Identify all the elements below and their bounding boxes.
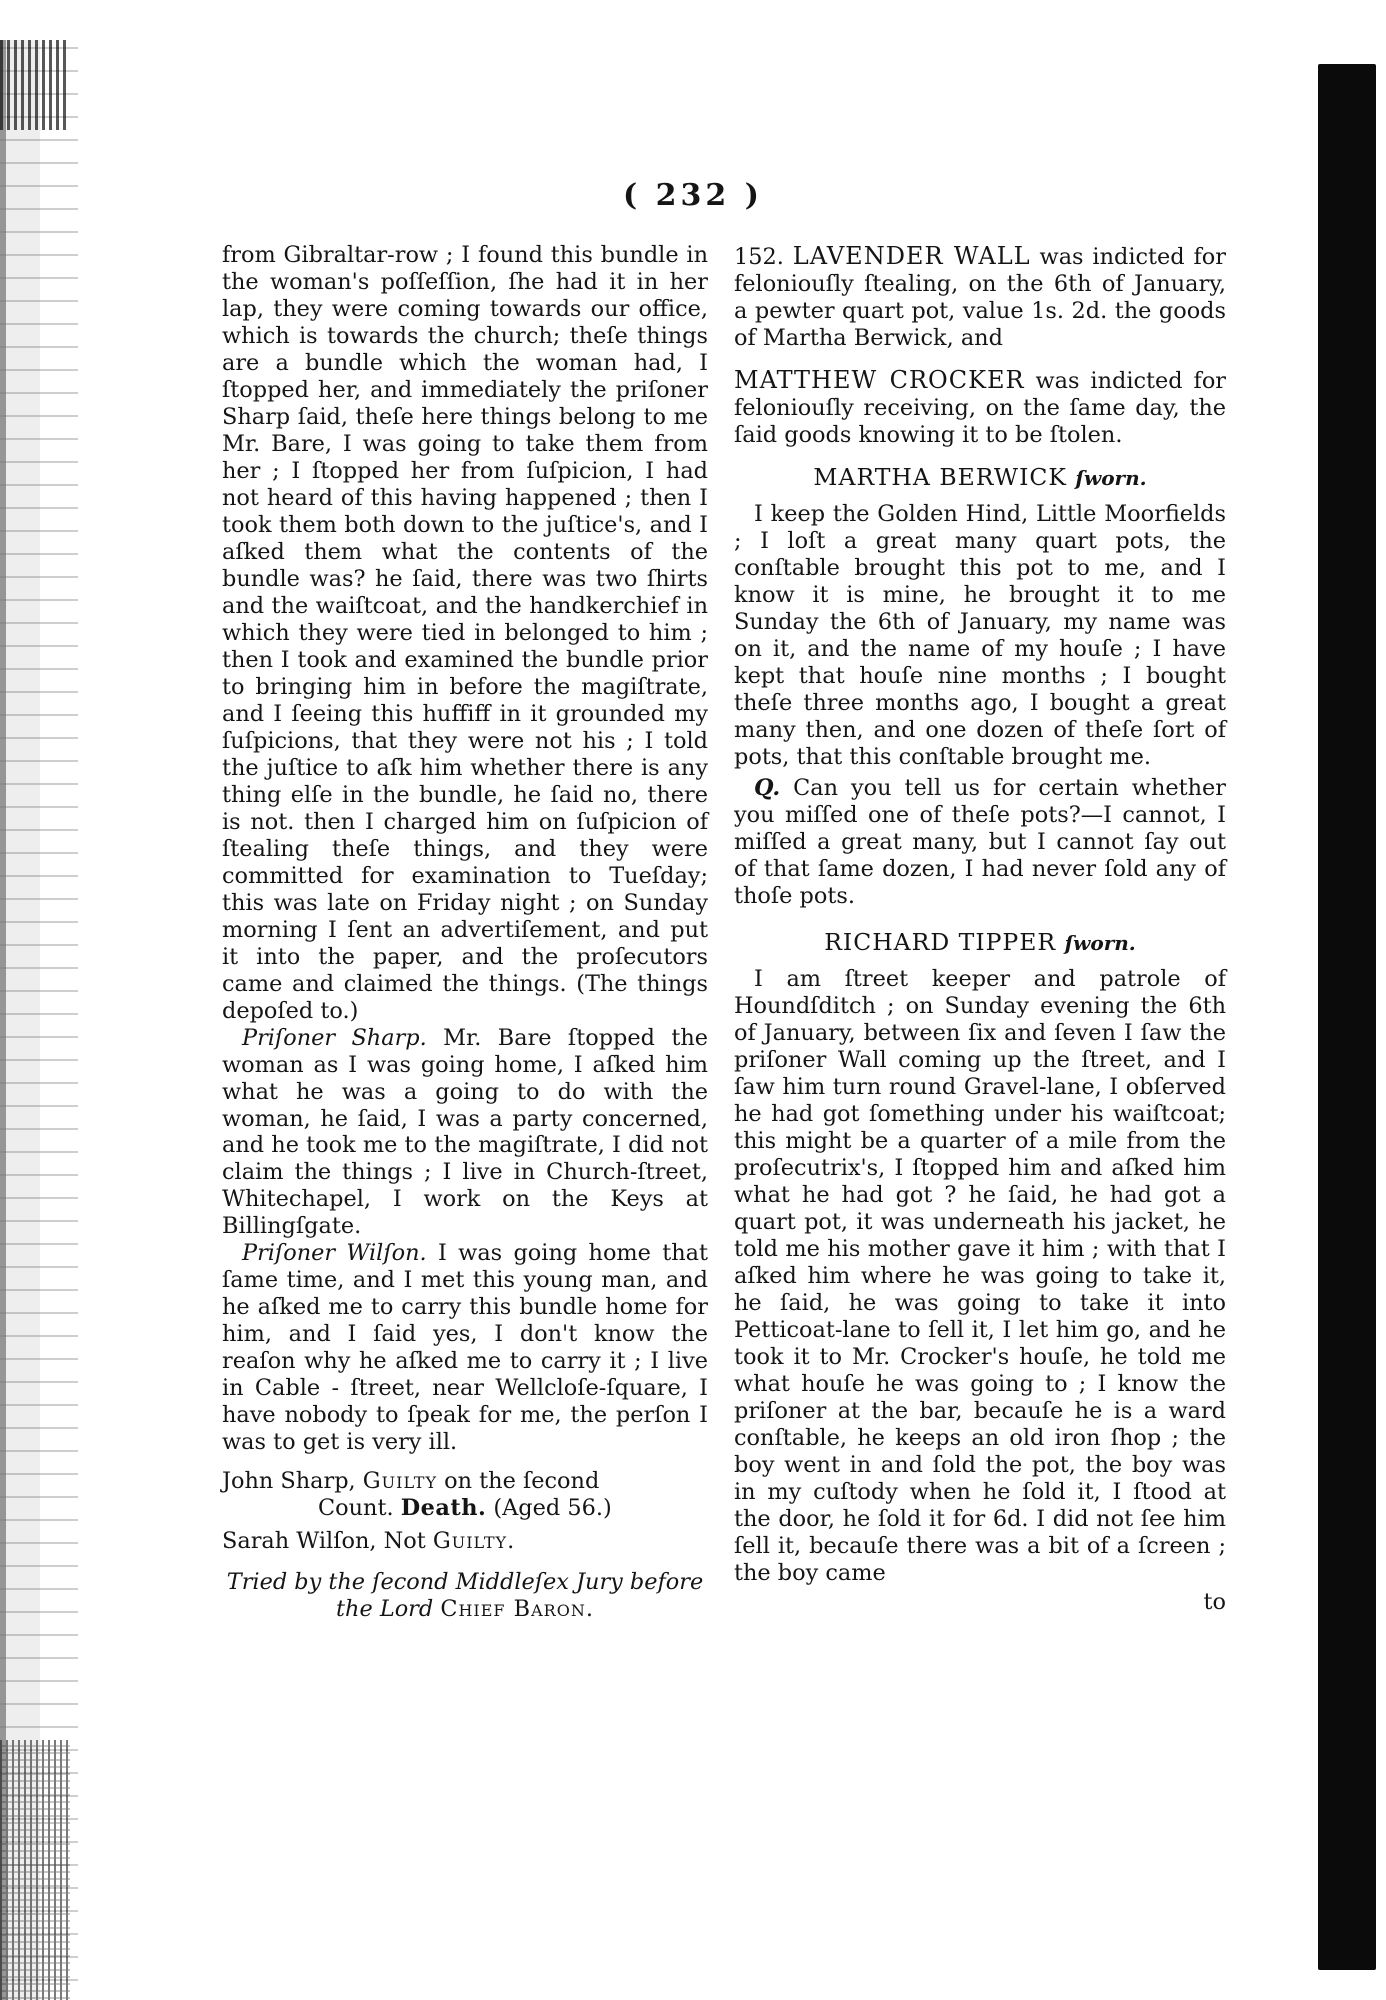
statement-text: Mr. Bare ſtopped the woman as I was going home, I aſked him what he was a going to do with the woman, he ſaid, I was a party concerned, and he took me to the magiſtrate, I did not claim the things ; I live in Church-ſtreet, Whitechapel, I work on the Keys at Billingſgate.: [222, 1024, 709, 1240]
right-scan-border: [1318, 64, 1376, 1970]
indictment-text: was indicted for feloniouſly receiving, on the ſame day, the ſaid goods knowing it to be ſtolen.: [734, 367, 1226, 448]
verdict-sharp-line1: [222, 1468, 708, 1495]
left-edge-noise-top: [0, 40, 70, 130]
verdict-text: (Aged 56.): [486, 1495, 612, 1522]
testimony-paragraph: from Gibraltar-row ; I found this bundle in the woman's poſſeſſion, ſhe had it in her lap, they were coming towards our office, which is towards the church; theſe things are a bundle which the woman had, I ſtopped her, and immediately the priſoner Sharp ſaid, theſe here things belong to me Mr. Bare, I was going to take them from her ; I ſtopped her from ſuſpicion, I had not heard of this having happened ; then I took them both down to the juſtice's, and I aſked them what the contents of the bundle was? he ſaid, there was two ſhirts and the waiſtcoat, and the handkerchief in which they were tied in belonged to him ; then I took and examined the bundle prior to bringing him in before the magiſtrate, and I ſeeing this huffiff in it grounded my ſuſpicions, that they were not his ; I told the juſtice to aſk him whether there is any thing elſe in the bundle, he ſaid no, there is not. then I charged him on ſuſpicion of ſtealing theſe things, and they were committed for examination to Tueſday; this was late on Friday night ; on Sunday morning I ſent an advertiſement, and put it into the paper, and the proſecutors came and claimed the things. (The things depoſed to.): [222, 242, 708, 1024]
indictment-wall: [734, 242, 1226, 352]
question-mark: Q.: [754, 775, 781, 802]
witness-name: MARTHA BERWICK: [813, 462, 1076, 491]
witness-heading-berwick: [734, 463, 1226, 491]
trial-note-judge: Chief Baron.: [440, 1596, 594, 1623]
verdict-text: John Sharp,: [222, 1468, 363, 1495]
question-paragraph: [734, 775, 1226, 910]
verdict-text: Count.: [318, 1495, 401, 1522]
left-binding-edge: [0, 40, 78, 2000]
verdict-sharp-line2: [318, 1495, 708, 1522]
verdict-wilson: [222, 1528, 708, 1555]
trial-note-line1: Tried by the ſecond Middleſex Jury before: [226, 1569, 704, 1596]
case-number: 152.: [734, 244, 793, 270]
verdict-guilty: Guilty: [362, 1468, 438, 1495]
left-column: [222, 242, 708, 1623]
trial-note: [222, 1569, 708, 1623]
catchword: to: [1203, 1588, 1226, 1615]
prisoner-wilson-statement: [222, 1240, 708, 1456]
statement-text: I was going home that ſame time, and I met this young man, and he aſked me to carry this bundle home for him, and I ſaid yes, I don't know the reaſon why he aſked me to carry it ; I live in Cable - ſtreet, near Wellcloſe-ſquare, I have nobody to ſpeak for me, the perſon I was to get is very ill.: [222, 1240, 708, 1456]
speaker-label: Priſoner Sharp.: [242, 1024, 427, 1051]
verdict-text: Sarah Wilſon, Not: [222, 1528, 433, 1555]
indictment-crocker: [734, 366, 1226, 449]
witness-name: RICHARD TIPPER: [824, 927, 1065, 956]
witness-heading-tipper: [734, 928, 1226, 956]
speaker-label: Priſoner Wilſon.: [242, 1240, 427, 1267]
indictment-text: was indicted for feloniouſly ſtealing, on the 6th of January, a pewter quart pot, value 1s. 2d. the goods of Martha Berwick, and: [734, 244, 1226, 351]
prisoner-sharp-statement: [222, 1025, 708, 1241]
sworn-label: ſworn.: [1075, 465, 1147, 490]
right-column: [734, 242, 1226, 1616]
page-number: ( 232 ): [623, 178, 763, 213]
defendant-name: LAVENDER WALL: [792, 242, 1031, 270]
verdict-death: Death.: [400, 1495, 487, 1522]
verdict-text: on the ſecond: [437, 1468, 600, 1495]
verdict-not-guilty: Guilty.: [432, 1528, 516, 1555]
question-text: Can you tell us for certain whether you miſſed one of theſe pots?—I cannot, I miſſed a great many, but I cannot ſay out of that ſame dozen, I had never ſold any of thoſe pots.: [734, 775, 1226, 909]
testimony-tipper: I am ſtreet keeper and patrole of Houndſditch ; on Sunday evening the 6th of January, between ſix and ſeven I ſaw the priſoner Wall coming up the ſtreet, and I ſaw him turn round Gravel-lane, I obſerved he had got ſomething under his waiſtcoat; this might be a quarter of a mile from the proſecutrix's, I ſtopped him and aſked him what he had got ? he ſaid, he had got a quart pot, it was underneath his jacket, he told me his mother gave it him ; with that I aſked him where he was going to take it, he ſaid, he was going to take it into Petticoat-lane to ſell it, I let him go, and he took it to Mr. Crocker's houſe, he told me what houſe he was going to ; I know the priſoner at the bar, becauſe he is a ward conſtable, he keeps an old iron ſhop ; the boy went in and ſold the pot, the boy was in my cuſtody when he ſold it, I ſtood at the door, he ſold it for 6d. I did not ſee him ſell it, becauſe there was a bit of a ſcreen ; the boy came: [734, 966, 1226, 1586]
trial-note-line2: [222, 1596, 708, 1623]
trial-note-text: the Lord: [336, 1596, 441, 1623]
sworn-label: ſworn.: [1064, 930, 1136, 955]
defendant-name: MATTHEW CROCKER: [734, 365, 1025, 394]
testimony-berwick: I keep the Golden Hind, Little Moorfields ; I loſt a great many quart pots, the conſtable brought this pot to me, and I know it is mine, he brought it to me Sunday the 6th of January, my name was on it, and the name of my houſe ; I have kept that houſe nine months ; I bought theſe three months ago, I bought a great many then, and one dozen of theſe ſort of pots, that this conſtable brought me.: [734, 501, 1226, 771]
left-edge-noise-bottom: [0, 1740, 70, 2000]
